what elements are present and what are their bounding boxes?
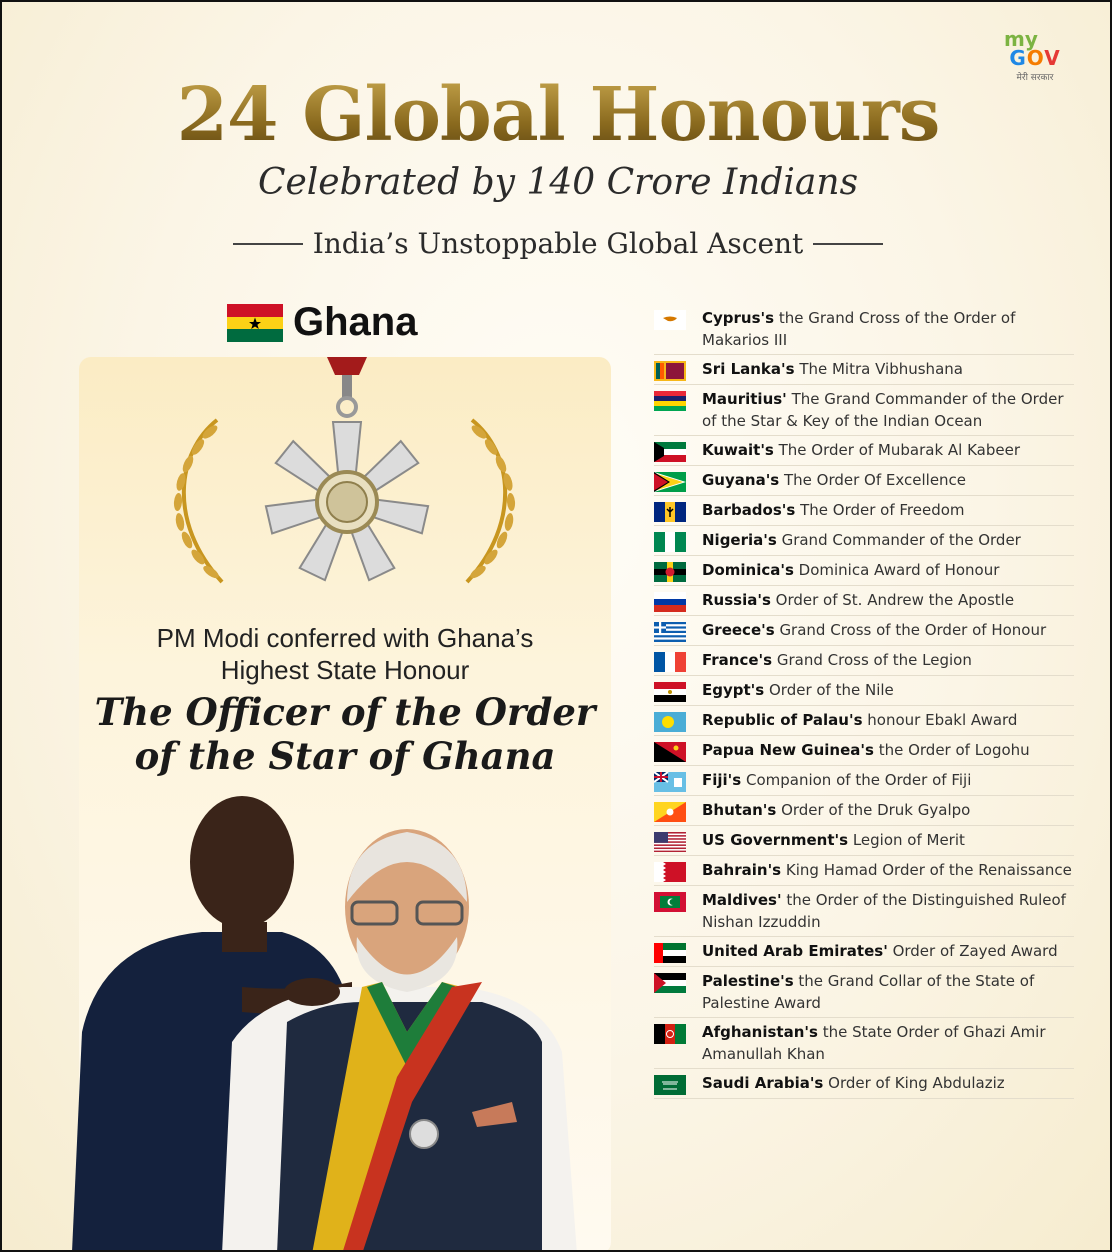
honour-country: Cyprus's <box>702 309 775 327</box>
honour-list-item <box>654 967 1074 1018</box>
honour-country: Maldives' <box>702 891 782 909</box>
ghana-flag-icon <box>227 304 283 342</box>
honour-list-item <box>654 466 1074 496</box>
nigeria-flag-icon <box>654 532 686 552</box>
honour-text <box>702 769 971 791</box>
honour-list-item <box>654 886 1074 937</box>
honour-country: US Government's <box>702 831 849 849</box>
afghanistan-flag-icon <box>654 1024 686 1044</box>
honour-country: Dominica's <box>702 561 794 579</box>
barbados-flag-icon <box>654 502 686 522</box>
honour-country: Russia's <box>702 591 771 609</box>
saudi-flag-icon <box>654 1075 686 1095</box>
divider-right <box>813 243 883 245</box>
honour-country: Egypt's <box>702 681 765 699</box>
conferment-description <box>79 622 611 686</box>
cyprus-flag-icon <box>654 310 686 330</box>
honour-text <box>702 559 999 581</box>
logo-my: my <box>1004 27 1038 51</box>
honour-list-item <box>654 526 1074 556</box>
honour-country: Kuwait's <box>702 441 774 459</box>
honour-award: the Grand Collar of the State of Palestine Award <box>702 972 1035 1012</box>
honour-text <box>702 439 1020 461</box>
honour-text <box>702 388 1074 432</box>
honour-country: United Arab Emirates' <box>702 942 888 960</box>
dominica-flag-icon <box>654 562 686 582</box>
honour-list-item <box>654 706 1074 736</box>
honour-country: Saudi Arabia's <box>702 1074 824 1092</box>
description-line-1: PM Modi conferred with Ghana’s <box>156 623 534 653</box>
honour-text <box>702 469 966 491</box>
greece-flag-icon <box>654 622 686 642</box>
honour-text <box>702 739 1030 761</box>
honour-award: King Hamad Order of the Renaissance <box>785 861 1072 879</box>
honour-award: The Grand Commander of the Order of the Star & Key of the Indian Ocean <box>702 390 1064 430</box>
honour-list-item <box>654 556 1074 586</box>
honour-country: Bhutan's <box>702 801 777 819</box>
honour-country: Greece's <box>702 621 775 639</box>
honour-text <box>702 889 1074 933</box>
usa-flag-icon <box>654 832 686 852</box>
page-subtitle: Celebrated by 140 Crore Indians <box>257 162 859 203</box>
honour-award: Legion of Merit <box>852 831 965 849</box>
honour-country: Palestine's <box>702 972 794 990</box>
page-title: 24 Global Honours <box>2 72 1112 158</box>
honour-award: The Mitra Vibhushana <box>799 360 963 378</box>
honour-text <box>702 940 1058 962</box>
uae-flag-icon <box>654 943 686 963</box>
laurel-right-icon <box>457 412 527 587</box>
honour-list-item <box>654 496 1074 526</box>
honour-award: The Order of Mubarak Al Kabeer <box>778 441 1021 459</box>
honour-country: France's <box>702 651 773 669</box>
award-line-1: The Officer of the Order <box>94 690 596 734</box>
honour-country: Mauritius' <box>702 390 787 408</box>
honour-text <box>702 589 1014 611</box>
honour-text <box>702 307 1074 351</box>
honour-award: the Order of Logohu <box>878 741 1030 759</box>
award-line-2: of the Star of Ghana <box>134 734 556 778</box>
france-flag-icon <box>654 652 686 672</box>
honour-list-item <box>654 937 1074 967</box>
honour-text <box>702 1072 1005 1094</box>
honours-list <box>654 304 1074 1099</box>
guyana-flag-icon <box>654 472 686 492</box>
honour-list-item <box>654 646 1074 676</box>
fiji-flag-icon <box>654 772 686 792</box>
award-name <box>79 690 611 778</box>
honour-award: Companion of the Order of Fiji <box>745 771 972 789</box>
honour-list-item <box>654 856 1074 886</box>
honour-award: Grand Commander of the Order <box>781 531 1021 549</box>
honour-text <box>702 649 972 671</box>
honour-award: Order of Zayed Award <box>892 942 1058 960</box>
tagline-row <box>2 227 1112 260</box>
palestine-flag-icon <box>654 973 686 993</box>
honour-list-item <box>654 826 1074 856</box>
mauritius-flag-icon <box>654 391 686 411</box>
honour-list-item <box>654 616 1074 646</box>
png-flag-icon <box>654 742 686 762</box>
honour-text <box>702 499 965 521</box>
bahrain-flag-icon <box>654 862 686 882</box>
honour-list-item <box>654 676 1074 706</box>
country-name: Ghana <box>293 300 418 344</box>
honour-text <box>702 358 963 380</box>
honour-award: Grand Cross of the Order of Honour <box>779 621 1047 639</box>
honour-award: honour Ebakl Award <box>867 711 1018 729</box>
honour-text <box>702 970 1074 1014</box>
honour-list-item <box>654 1018 1074 1069</box>
tagline: India’s Unstoppable Global Ascent <box>312 227 804 260</box>
ceremony-photo <box>62 782 622 1252</box>
egypt-flag-icon <box>654 682 686 702</box>
honour-country: Papua New Guinea's <box>702 741 874 759</box>
honour-list-item <box>654 736 1074 766</box>
description-line-2: Highest State Honour <box>220 655 470 685</box>
honour-text <box>702 679 894 701</box>
honour-list-item <box>654 304 1074 355</box>
honour-text <box>702 529 1021 551</box>
honour-country: Fiji's <box>702 771 742 789</box>
honour-country: Nigeria's <box>702 531 777 549</box>
honour-list-item <box>654 1069 1074 1099</box>
honour-text <box>702 619 1046 641</box>
honour-award: the State Order of Ghazi Amir Amanullah Khan <box>702 1023 1046 1063</box>
honour-list-item <box>654 385 1074 436</box>
star-of-ghana-medal-icon <box>257 357 437 587</box>
russia-flag-icon <box>654 592 686 612</box>
honour-award: Dominica Award of Honour <box>798 561 1000 579</box>
srilanka-flag-icon <box>654 361 686 381</box>
honour-country: Republic of Palau's <box>702 711 863 729</box>
honour-country: Sri Lanka's <box>702 360 795 378</box>
honour-award: The Order of Freedom <box>800 501 965 519</box>
honour-list-item <box>654 796 1074 826</box>
honour-list-item <box>654 355 1074 385</box>
honour-award: Order of St. Andrew the Apostle <box>775 591 1015 609</box>
honour-country: Guyana's <box>702 471 780 489</box>
honour-country: Bahrain's <box>702 861 782 879</box>
honour-award: Order of King Abdulaziz <box>828 1074 1005 1092</box>
divider-left <box>233 243 303 245</box>
honour-award: the Grand Cross of the Order of Makarios III <box>702 309 1016 349</box>
laurel-left-icon <box>162 412 232 587</box>
honour-country: Afghanistan's <box>702 1023 818 1041</box>
honour-list-item <box>654 436 1074 466</box>
honour-text <box>702 829 965 851</box>
honour-list-item <box>654 586 1074 616</box>
honour-text <box>702 859 1072 881</box>
featured-country <box>227 300 417 345</box>
palau-flag-icon <box>654 712 686 732</box>
honour-list-item <box>654 766 1074 796</box>
honour-text <box>702 1021 1074 1065</box>
honour-award: the Order of the Distinguished Ruleof Nishan Izzuddin <box>702 891 1066 931</box>
honour-award: The Order Of Excellence <box>784 471 967 489</box>
honour-country: Barbados's <box>702 501 796 519</box>
maldives-flag-icon <box>654 892 686 912</box>
honour-award: Order of the Nile <box>768 681 894 699</box>
honour-text <box>702 799 970 821</box>
honour-award: Order of the Druk Gyalpo <box>781 801 971 819</box>
bhutan-flag-icon <box>654 802 686 822</box>
honour-text <box>702 709 1017 731</box>
kuwait-flag-icon <box>654 442 686 462</box>
honour-award: Grand Cross of the Legion <box>776 651 972 669</box>
logo-gov: GOV <box>1009 46 1061 70</box>
